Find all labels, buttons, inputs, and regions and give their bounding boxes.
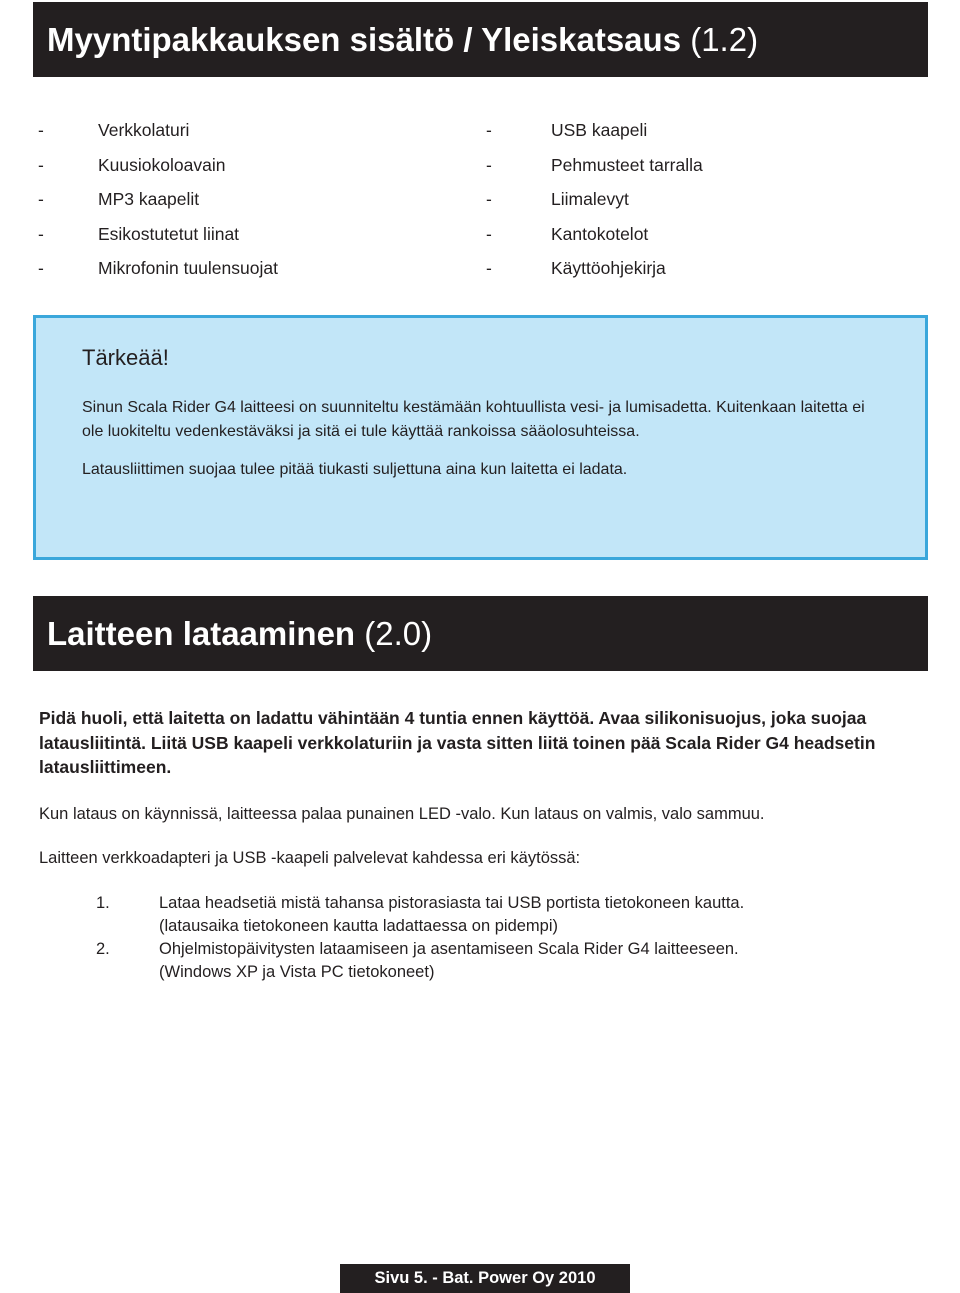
note-title: Tärkeää! xyxy=(82,345,169,370)
usage-intro: Laitteen verkkoadapteri ja USB -kaapeli palvelevat kahdessa eri käytössä: xyxy=(39,848,581,867)
overview-section-header xyxy=(33,2,928,77)
overview-section-number: (1.2) xyxy=(681,20,759,58)
list-item: - MP3 kaapelit xyxy=(38,189,200,209)
charging-bold-paragraph: Pidä huoli, että laitetta on ladattu vähintään 4 tuntia ennen käyttöä. Avaa silikonisuojus, joka suojaa latausliitintä. Liitä USB kaapeli verkkolaturiin ja vasta sitten liitä toinen pää Scala Rider G4 headsetin latausliittimeen. xyxy=(39,708,876,777)
list-item: - Verkkolaturi xyxy=(38,120,190,140)
usage-list xyxy=(39,892,919,984)
list-item: 2. Ohjelmistopäivitysten lataamiseen ja asentamiseen Scala Rider G4 laitteeseen. (Windows XP ja Vista PC tietokoneet) xyxy=(96,939,739,981)
list-item: - Liimalevyt xyxy=(486,189,629,209)
charging-section-header xyxy=(33,596,928,671)
package-items-left xyxy=(38,118,478,291)
page-footer: Sivu 5. - Bat. Power Oy 2010 xyxy=(340,1264,630,1293)
list-item: 1. Lataa headsetiä mistä tahansa pistorasiasta tai USB portista tietokoneen kautta. (latausaika tietokoneen kautta ladattaessa on pidempi) xyxy=(96,893,745,935)
overview-title: Myyntipakkauksen sisältö / Yleiskatsaus xyxy=(47,20,682,58)
list-item: - Kantokotelot xyxy=(486,223,649,244)
list-item: - Pehmusteet tarralla xyxy=(486,154,703,175)
list-item: - USB kaapeli xyxy=(486,120,648,140)
note-paragraph: Latausliittimen suojaa tulee pitää tiukasti suljettuna aina kun laitetta ei ladata. xyxy=(82,461,628,478)
list-item: - Kuusiokoloavain xyxy=(38,154,226,175)
package-items-right xyxy=(486,118,926,291)
list-item: - Esikostutetut liinat xyxy=(38,223,240,244)
list-item: - Käyttöohjekirja xyxy=(486,258,666,278)
important-note-box xyxy=(33,315,928,560)
charging-title: Laitteen lataaminen xyxy=(47,614,356,652)
charging-instructions xyxy=(39,706,919,984)
list-item: - Mikrofonin tuulensuojat xyxy=(38,258,278,278)
led-paragraph: Kun lataus on käynnissä, laitteessa palaa punainen LED -valo. Kun lataus on valmis, valo sammuu. xyxy=(39,804,765,823)
note-paragraph: Sinun Scala Rider G4 laitteesi on suunniteltu kestämään kohtuullista vesi- ja lumisadetta. Kuitenkaan laitetta ei ole luokiteltu vedenkestäväksi ja sitä ei tule käyttää rankoissa sääolosuhteissa. xyxy=(82,399,865,440)
charging-section-number: (2.0) xyxy=(355,614,433,652)
